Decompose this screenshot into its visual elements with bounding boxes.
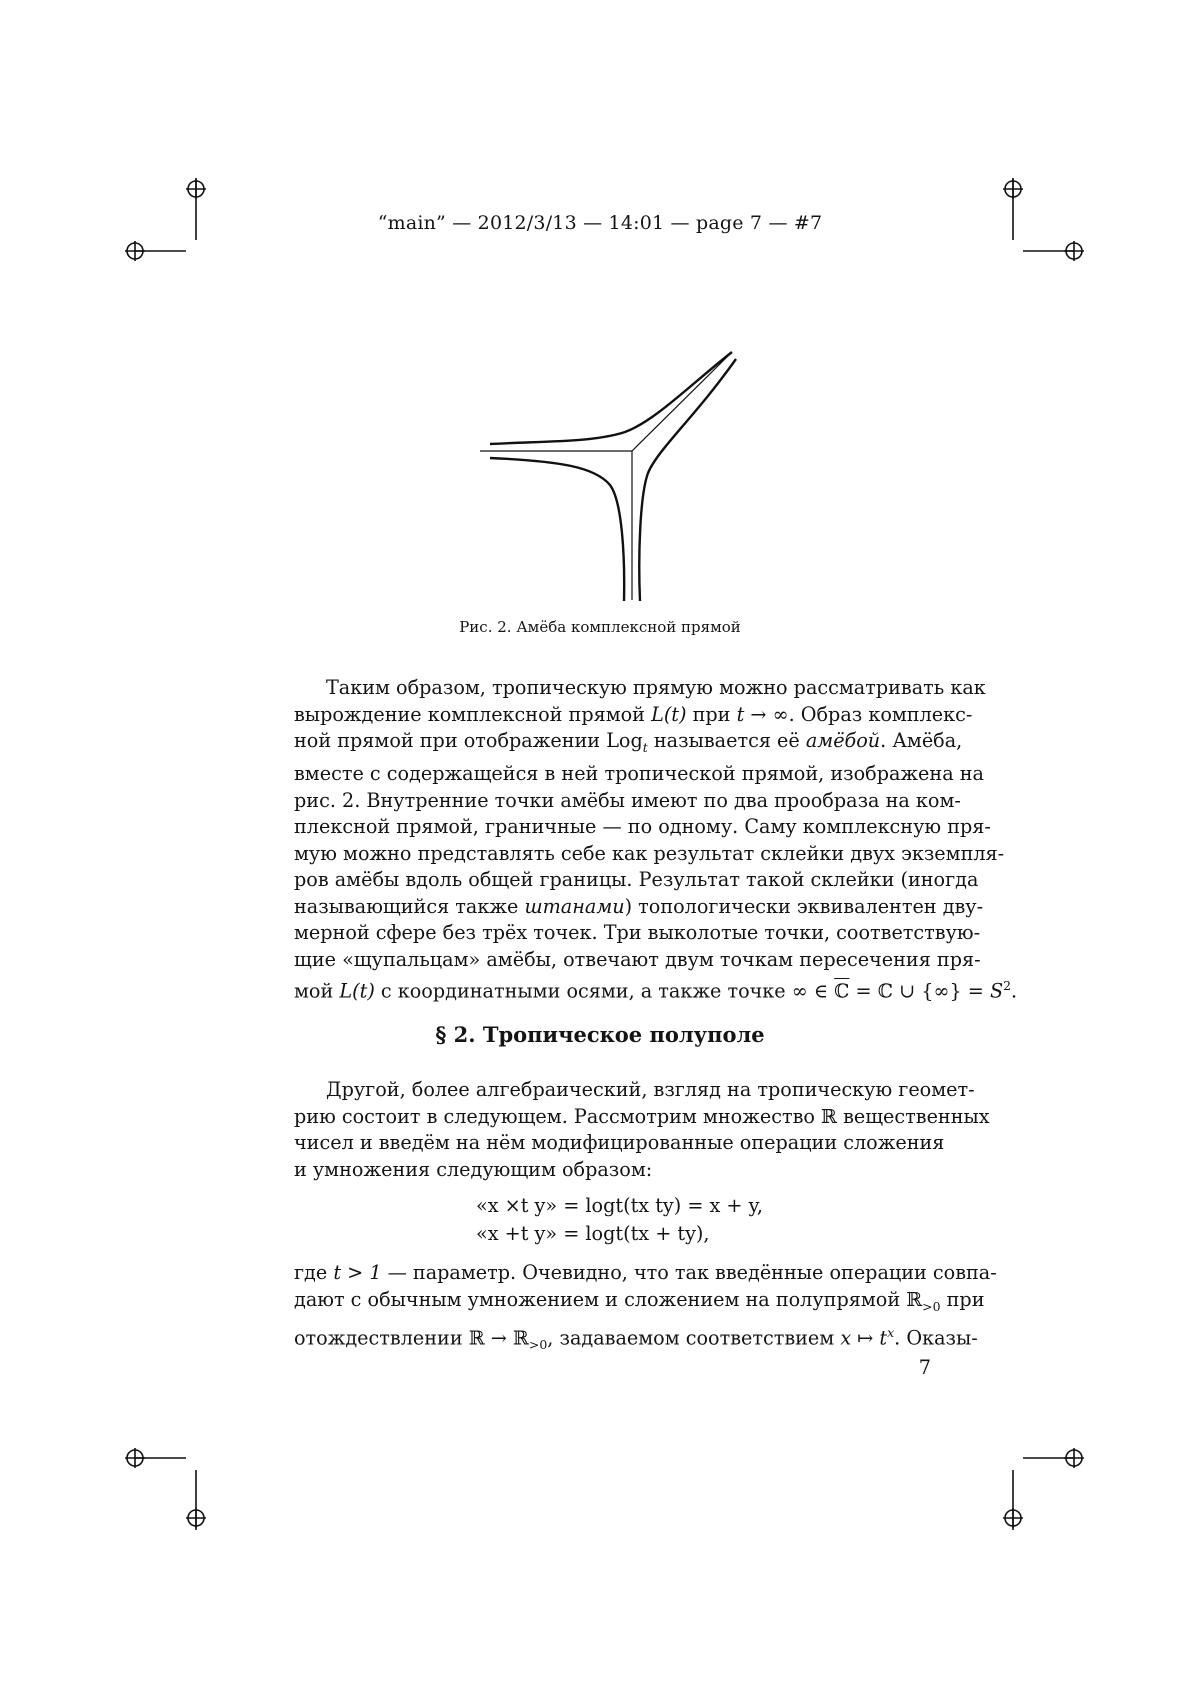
text-line: и умножения следующим образом: — [294, 1157, 931, 1184]
amoeba-boundary — [490, 352, 736, 601]
formula-addition: «x +t y» = logt(tx + ty), — [476, 1222, 710, 1245]
text-line: отождествлении ℝ → ℝ>0, задаваемом соответствием x ↦ tx. Оказы- — [294, 1320, 931, 1359]
text-line: чисел и введём на нём модифицированные операции сложения — [294, 1130, 931, 1157]
text-line: рию состоит в следующем. Рассмотрим множество ℝ вещественных — [294, 1104, 931, 1131]
paragraph-2 — [294, 1077, 931, 1183]
text-line: называющийся также штанами) топологически эквивалентен дву- — [294, 894, 931, 921]
text-line: мерной сфере без трёх точек. Три выколотые точки, соответствую- — [294, 920, 931, 947]
text-line: вырождение комплексной прямой L(t) при t → ∞. Образ комплекс- — [294, 702, 931, 729]
text-line: дают с обычным умножением и сложением на полупрямой ℝ>0 при — [294, 1287, 931, 1320]
section-heading: § 2. Тропическое полуполе — [0, 1022, 1200, 1047]
text-line: плексной прямой, граничные — по одному. Саму комплексную пря- — [294, 814, 931, 841]
text-line: вместе с содержащейся в ней тропической прямой, изображена на — [294, 761, 931, 788]
text-line: рис. 2. Внутренние точки амёбы имеют по два прообраза на ком- — [294, 788, 931, 815]
figure-caption: Рис. 2. Амёба комплексной прямой — [0, 618, 1200, 636]
page-number: 7 — [910, 1356, 931, 1379]
amoeba-figure — [480, 345, 740, 605]
text-line: Таким образом, тропическую прямую можно рассматривать как — [294, 675, 931, 702]
text-line: щие «щупальцам» амёбы, отвечают двум точкам пересечения пря- — [294, 947, 931, 974]
text-line: мой L(t) с координатными осями, а также точке ∞ ∈ ℂ = ℂ ∪ {∞} = S2. — [294, 973, 931, 1005]
paragraph-3 — [294, 1260, 931, 1359]
text-line: Другой, более алгебраический, взгляд на тропическую геомет- — [294, 1077, 931, 1104]
formula-multiplication: «x ×t y» = logt(tx ty) = x + y, — [476, 1194, 763, 1217]
running-head: “main” — 2012/3/13 — 14:01 — page 7 — #7 — [0, 212, 1200, 234]
paragraph-1 — [294, 675, 931, 1005]
text-line: где t > 1 — параметр. Очевидно, что так введённые операции совпа- — [294, 1260, 931, 1287]
text-line: ров амёбы вдоль общей границы. Результат такой склейки (иногда — [294, 867, 931, 894]
tropical-line — [480, 354, 730, 600]
text-line: ной прямой при отображении Logt называется её амёбой. Амёба, — [294, 728, 931, 761]
text-line: мую можно представлять себе как результат склейки двух экземпля- — [294, 841, 931, 868]
